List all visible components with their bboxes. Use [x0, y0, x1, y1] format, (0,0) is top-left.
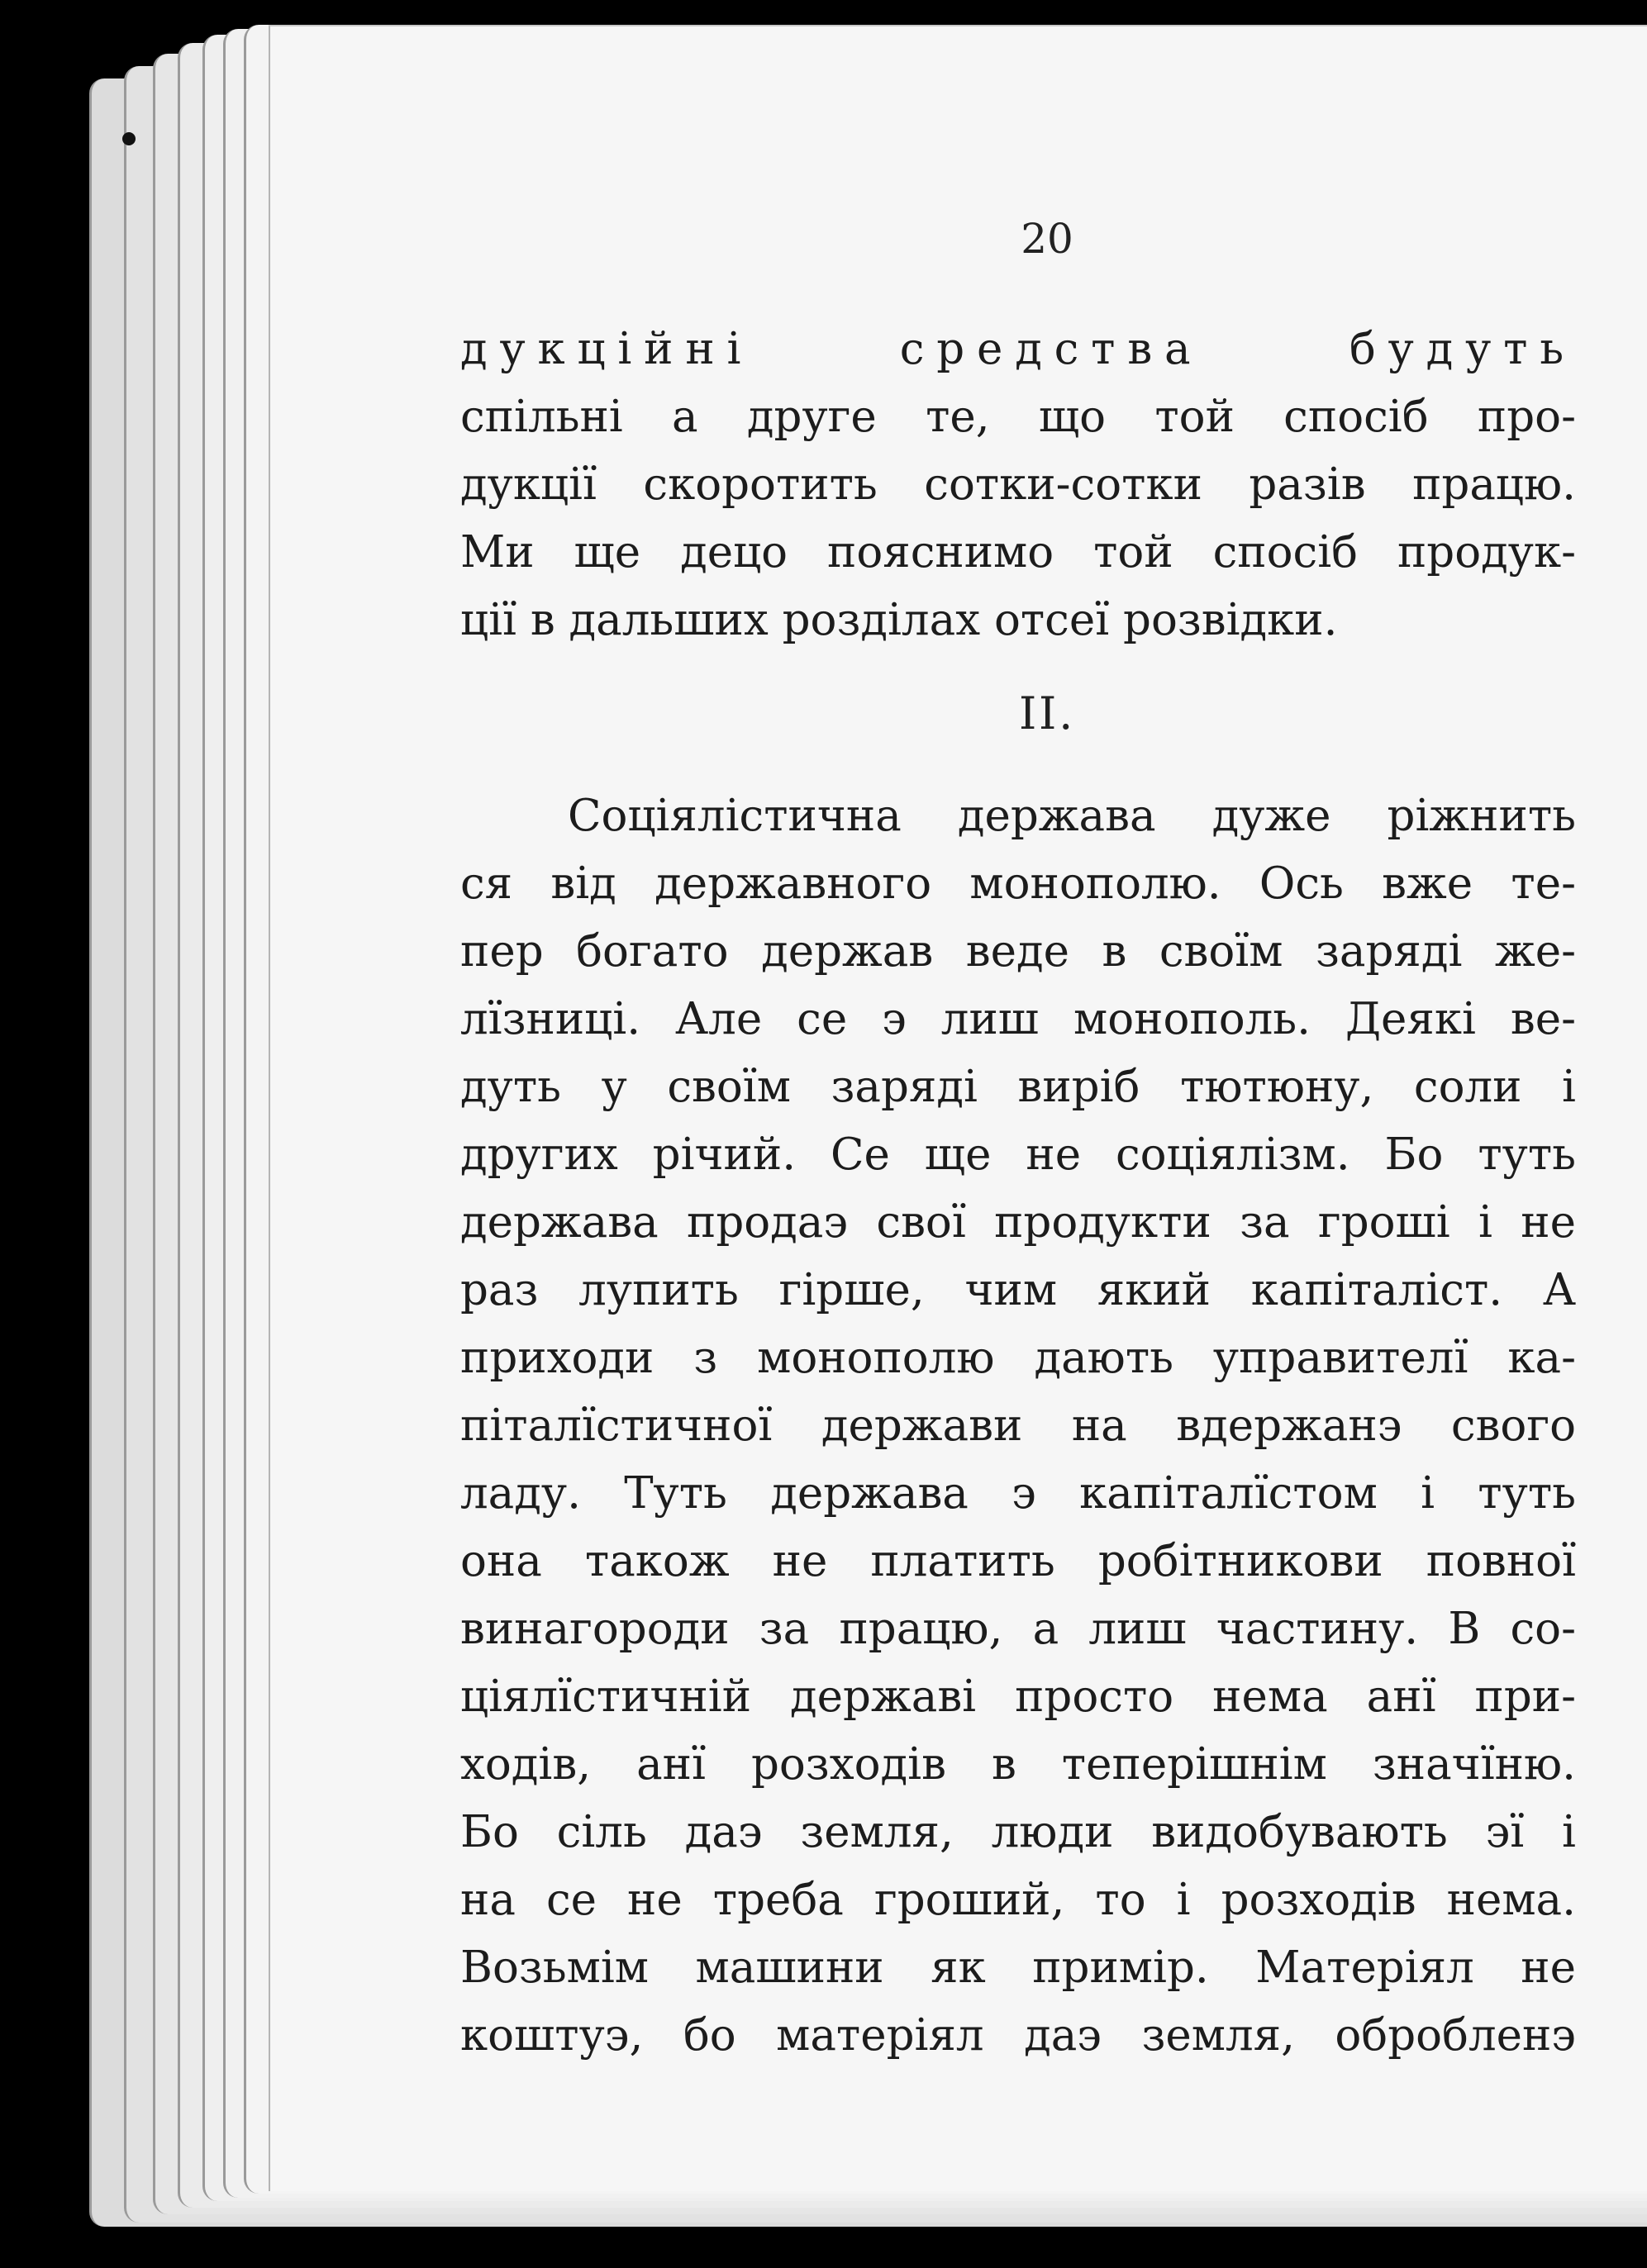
text-line: ся від державного монополю. Ось вже те-: [460, 858, 1576, 909]
text-line: спільні а друге те, що той спосіб про-: [460, 392, 1576, 442]
book-page: [269, 25, 1647, 2191]
text-line: приходи з монополю дають управителї ка-: [460, 1333, 1576, 1383]
text-line: она також не платить робітникови повної: [460, 1536, 1576, 1586]
text-line: Соціялістична держава дуже ріжнить: [568, 791, 1576, 841]
text-line: дукційні средства будуть: [460, 324, 1576, 374]
main-paragraph: [460, 782, 1576, 2070]
text-line: пер богато держав веде в своїм заряді же-: [460, 926, 1576, 977]
section-heading: II.: [1019, 687, 1075, 739]
text-line: дуть у своїм заряді виріб тютюну, соли і: [460, 1062, 1576, 1112]
text-line: на се не треба гроший, то і розходів нема.: [460, 1875, 1576, 1925]
text-line: коштуэ, бо матеріял даэ земля, обробленэ: [460, 2010, 1576, 2061]
text-line: ладу. Туть держава э капіталїстом і туть: [460, 1468, 1576, 1519]
text-line: Бо сіль даэ земля, люди видобувають эї і: [460, 1807, 1576, 1857]
top-paragraph: [460, 316, 1576, 654]
text-line: лїзниці. Але се э лиш монополь. Деякі ве-: [460, 994, 1576, 1044]
text-line: раз лупить гірше, чим який капіталіст. А: [460, 1265, 1576, 1315]
text-line: ції в дальших розділах отсеї розвідки.: [460, 595, 1338, 645]
text-line: ціялїстичній державі просто нема анї при-: [460, 1671, 1576, 1722]
text-line: піталїстичної держави на вдержанэ свого: [460, 1400, 1576, 1451]
page-number: 20: [1021, 215, 1073, 263]
text-line: дукції скоротить сотки-сотки разів працю.: [460, 459, 1576, 510]
text-line: держава продаэ свої продукти за гроші і не: [460, 1197, 1576, 1248]
text-line: Возьмім машини як примір. Матеріял не: [460, 1942, 1576, 1993]
text-line: других річий. Се ще не соціялізм. Бо туть: [460, 1129, 1576, 1180]
text-line: ходів, анї розходів в теперішнім значїню.: [460, 1739, 1576, 1790]
text-line: винагороди за працю, а лиш частину. В со-: [460, 1604, 1576, 1654]
text-line: Ми ще децо пояснимо той спосіб продук-: [460, 527, 1576, 578]
